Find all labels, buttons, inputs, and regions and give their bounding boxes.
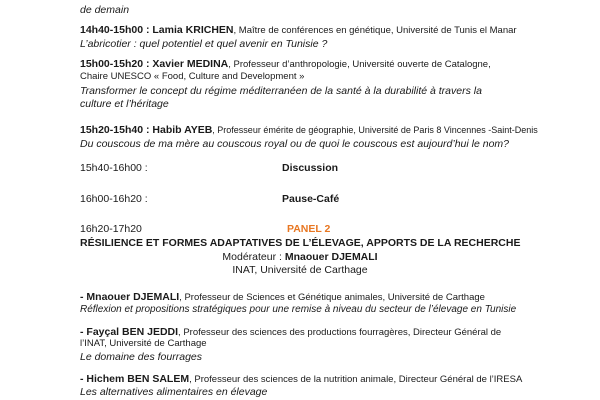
speaker-role: , Professeur d’anthropologie, Université ouverte de Catalogne, bbox=[228, 59, 491, 70]
panel-2-time: 16h20-17h20 bbox=[80, 223, 142, 235]
session-2-role-cont: Chaire UNESCO « Food, Culture and Development » bbox=[80, 71, 305, 82]
speaker-name: - Mnaouer DJEMALI bbox=[80, 291, 180, 303]
speaker-role: , Professeur des sciences de la nutrition animale, Directeur Général de l’IRESA bbox=[189, 374, 523, 385]
previous-talk-title-end: de demain bbox=[80, 4, 130, 16]
speaker-name: - Fayçal BEN JEDDI bbox=[80, 326, 179, 338]
panel-speaker-3 bbox=[80, 373, 522, 386]
session-time: 14h40-15h00 : bbox=[80, 24, 150, 36]
discussion-time: 15h40-16h00 : bbox=[80, 162, 148, 174]
session-time: 15h00-15h20 : bbox=[80, 58, 150, 70]
moderator-prefix: Modérateur : bbox=[222, 251, 285, 263]
panel-2-label: PANEL 2 bbox=[287, 223, 331, 235]
session-1-header bbox=[80, 24, 517, 37]
panel-speaker-1-title: Réflexion et propositions stratégiques pour une remise à niveau du secteur de l’élevage en Tunisie bbox=[80, 304, 517, 315]
session-1-title: L’abricotier : quel potentiel et quel avenir en Tunisie ? bbox=[80, 38, 328, 50]
panel-speaker-1 bbox=[80, 291, 485, 304]
panel-speaker-2-title: Le domaine des fourrages bbox=[80, 351, 202, 363]
pause-label: Pause-Café bbox=[282, 193, 340, 205]
pause-time: 16h00-16h20 : bbox=[80, 193, 148, 205]
panel-speaker-2-role-cont: l’INAT, Université de Carthage bbox=[80, 338, 207, 349]
panel-2-institution: INAT, Université de Carthage bbox=[232, 264, 368, 276]
speaker-role: , Professeur émérite de géographie, Université de Paris 8 Vincennes -Saint-Denis bbox=[212, 125, 538, 135]
moderator-name: Mnaouer DJEMALI bbox=[284, 251, 378, 263]
session-2-title-line-2: culture et l’héritage bbox=[80, 98, 169, 110]
speaker-role: , Professeur des sciences des productions fourragères, Directeur Général de bbox=[178, 327, 502, 338]
session-time: 15h20-15h40 : bbox=[80, 124, 150, 136]
discussion-label: Discussion bbox=[282, 162, 339, 174]
session-3-header bbox=[80, 124, 538, 136]
panel-2-theme: RÉSILIENCE ET FORMES ADAPTATIVES DE L’ÉLEVAGE, APPORTS DE LA RECHERCHE bbox=[80, 237, 521, 249]
speaker-name: Lamia KRICHEN bbox=[152, 24, 234, 36]
speaker-role: , Maître de conférences en génétique, Université de Tunis el Manar bbox=[233, 25, 517, 36]
speaker-name: Xavier MEDINA bbox=[152, 58, 229, 70]
session-2-header bbox=[80, 58, 491, 71]
session-2-title-line-1: Transformer le concept du régime méditerranéen de la santé à la durabilité à travers la bbox=[80, 85, 482, 97]
panel-speaker-3-title: Les alternatives alimentaires en élevage bbox=[80, 386, 268, 398]
speaker-name: - Hichem BEN SALEM bbox=[80, 373, 190, 385]
speaker-name: Habib AYEB bbox=[152, 124, 213, 136]
panel-2-moderator bbox=[80, 251, 520, 263]
speaker-role: , Professeur de Sciences et Génétique animales, Université de Carthage bbox=[179, 292, 485, 303]
session-3-title: Du couscous de ma mère au couscous royal ou de quoi le couscous est aujourd’hui le nom? bbox=[80, 138, 509, 150]
